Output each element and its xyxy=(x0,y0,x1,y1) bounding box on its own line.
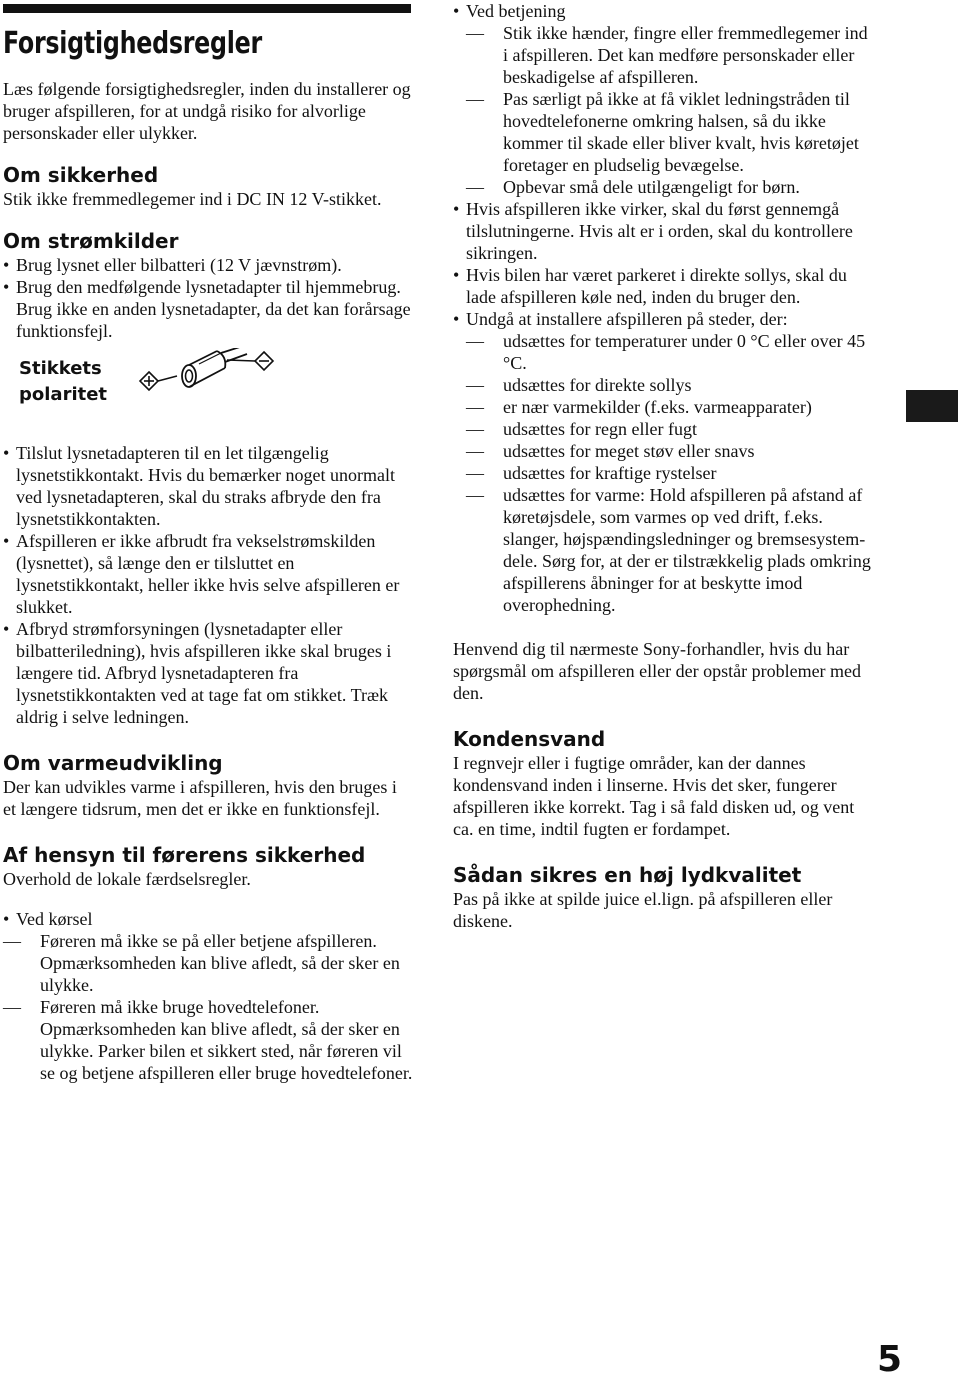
betjening-items xyxy=(453,22,873,198)
list-item: — udsættes for meget støv eller snavs xyxy=(466,440,873,462)
koersel-items xyxy=(3,930,413,1084)
section-tab-marker xyxy=(906,390,958,422)
right-column xyxy=(453,0,873,932)
page-title: Forsigtighedsregler xyxy=(3,26,262,61)
left-column xyxy=(3,0,413,1084)
list-item: — udsættes for regn eller fugt xyxy=(466,418,873,440)
list-item: — Stik ikke hænder, fingre eller fremmedlegemer ind i afspilleren. Det kan medføre personskader eller beskadigelse af afspilleren. xyxy=(466,22,873,88)
heading-kondens: Kondensvand xyxy=(453,727,606,751)
heading-stroemkilder: Om strømkilder xyxy=(3,229,179,253)
stroemkilder-list-2 xyxy=(3,442,413,728)
list-item: • Ved kørsel xyxy=(3,908,413,930)
list-item: — udsættes for varme: Hold afspilleren på afstand af køretøjsdele, som varmes op ved drift, f.eks. slanger, højspændingsledninger og bremsesystem-dele. Sørg for, at der er tilstrækkelig plads omkring afspillerens åbninger for at beskytte imod overophedning. xyxy=(466,484,873,616)
list-item: — er nær varmekilder (f.eks. varmeapparater) xyxy=(466,396,873,418)
list-item: • Hvis bilen har været parkeret i direkte sollys, skal du lade afspilleren køle ned, inden du bruger den. xyxy=(453,264,873,308)
list-item: • Tilslut lysnetadapteren til en let tilgængelig lysnetstikkontakt. Hvis du bemærker noget unormalt ved lysnetadapteren, skal du straks afbryde den fra lysnetstikkontakten. xyxy=(3,442,413,530)
plug-polarity-figure xyxy=(3,342,413,442)
betjening-list xyxy=(453,0,873,22)
list-item: — Føreren må ikke bruge hovedtelefoner. Opmærksomheden kan blive afledt, så der sker en ulykke. Parker bilen et sikkert sted, når føreren vil se og betjene afspilleren eller bruge hovedtelefoner. xyxy=(3,996,413,1084)
heading-varme: Om varmeudvikling xyxy=(3,751,223,775)
koersel-list xyxy=(3,908,413,930)
intro-text: Læs følgende forsigtighedsregler, inden du installerer og bruger afspilleren, for at undgå risiko for alvorlige personskader eller ulykker. xyxy=(3,79,411,143)
betjening-bullets xyxy=(453,198,873,330)
list-item: • Brug den medfølgende lysnetadapter til hjemmebrug. Brug ikke en anden lysnetadapter, da det kan forårsage funktionsfejl. xyxy=(3,276,413,342)
list-item: — Føreren må ikke se på eller betjene afspilleren. Opmærksomheden kan blive afledt, så der sker en ulykke. xyxy=(3,930,413,996)
foerer-text: Overhold de lokale færdselsregler. xyxy=(3,869,251,889)
list-item: • Afspilleren er ikke afbrudt fra vekselstrømskilden (lysnettet), så længe den er tilsluttet en lysnetstikkontakt, heller ikke hvis selve afspilleren er slukket. xyxy=(3,530,413,618)
kondens-text: I regnvejr eller i fugtige områder, kan der dannes kondensvand inden i linserne. Hvis det sker, fungerer afspilleren ikke korrekt. Tag i så fald disken ud, og vent ca. en time, indtil fugten er fordampet. xyxy=(453,753,855,839)
list-item: • Hvis afspilleren ikke virker, skal du først gennemgå tilslutningerne. Hvis alt er i orden, skal du kontrollere sikringen. xyxy=(453,198,873,264)
stroemkilder-list xyxy=(3,254,413,342)
list-item: • Brug lysnet eller bilbatteri (12 V jævnstrøm). xyxy=(3,254,413,276)
lyd-text: Pas på ikke at spilde juice el.lign. på afspilleren eller diskene. xyxy=(453,889,833,931)
sikkerhed-text: Stik ikke fremmedlegemer ind i DC IN 12 V-stikket. xyxy=(3,189,382,209)
list-item: — udsættes for kraftige rystelser xyxy=(466,462,873,484)
page-number: 5 xyxy=(876,1339,902,1380)
list-item: — Opbevar små dele utilgængeligt for børn. xyxy=(466,176,873,198)
list-item: — udsættes for direkte sollys xyxy=(466,374,873,396)
undgaa-items xyxy=(453,330,873,616)
heading-foerer: Af hensyn til førerens sikkerhed xyxy=(3,843,366,867)
list-item: • Afbryd strømforsyningen (lysnetadapter eller bilbatteriledning), hvis afspilleren ikke skal bruges i længere tid. Afbryd lysnetadapteren fra lysnetstikkontakten ved at tage fat om stikket. Træk aldrig i selve ledningen. xyxy=(3,618,413,728)
heading-lyd: Sådan sikres en høj lydkvalitet xyxy=(453,863,802,887)
henvend-text: Henvend dig til nærmeste Sony-forhandler, hvis du har spørgsmål om afspilleren eller der opstår problemer med den. xyxy=(453,639,862,703)
polarity-label: Stikkets polaritet xyxy=(19,358,108,405)
heading-sikkerhed: Om sikkerhed xyxy=(3,163,159,187)
list-item: • Undgå at installere afspilleren på steder, der: xyxy=(453,308,873,330)
header-rule xyxy=(3,4,411,13)
list-item: • Ved betjening xyxy=(453,0,873,22)
list-item: — Pas særligt på ikke at få viklet ledningstråden til hovedtelefonerne omkring halsen, så du ikke kommer til skade eller bliver kvalt, hvis køretøjet foretager en pludselig bevægelse. xyxy=(466,88,873,176)
dc-plug-polarity-icon xyxy=(137,348,287,418)
list-item: — udsættes for temperaturer under 0 °C eller over 45 °C. xyxy=(466,330,873,374)
varme-text: Der kan udvikles varme i afspilleren, hvis den bruges i et længere tidsrum, men det er ikke en funktionsfejl. xyxy=(3,777,397,819)
